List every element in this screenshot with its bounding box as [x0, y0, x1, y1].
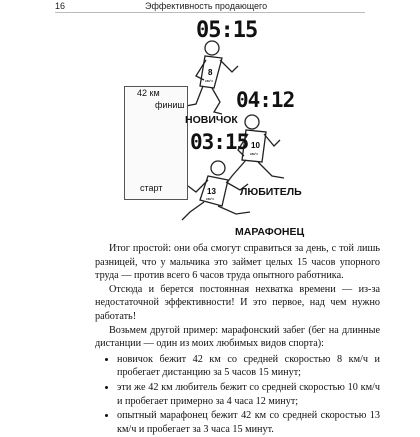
body-text — [95, 242, 380, 437]
paragraph: Отсюда и берется постоянная нехватка времени — из-за недостаточной эффективности! И это первое, над чем нужно работать! — [95, 283, 380, 322]
list-item: • новичок бежит 42 км со средней скоростью 8 км/ч и пробегает дистанцию за 5 часов 15 минут; — [117, 353, 380, 380]
bib-number-novice: 8 — [208, 68, 213, 77]
paragraph: Возьмем другой пример: марафонский забег (бег на длинные дистанции — один из моих любимых видов спорта): — [95, 324, 380, 350]
bib-number-amateur: 10 — [251, 141, 260, 150]
route-finish-label: финиш — [155, 100, 185, 110]
bullet-list — [95, 353, 380, 437]
label-novice: НОВИЧОК — [185, 114, 238, 126]
route-distance: 42 км — [137, 88, 160, 98]
paragraph: Итог простой: они оба смогут справиться за день, с той лишь разницей, что у мальчика это займет целых 15 часов упорного труда — против всего 6 часов труда опытного работника. — [95, 243, 380, 282]
clock-amateur: 04:12 — [236, 88, 295, 112]
label-marathoner: МАРАФОНЕЦ — [235, 226, 305, 238]
page-number: 16 — [55, 1, 66, 11]
running-title: Эффективность продающего — [145, 1, 268, 11]
list-item: • опытный марафонец бежит 42 км со средней скоростью 13 км/ч и пробегает за 3 часа 15 минут. — [117, 409, 380, 436]
bib-unit-novice: км/ч — [205, 78, 213, 83]
clock-novice: 05:15 — [196, 18, 258, 43]
label-amateur: ЛЮБИТЕЛЬ — [240, 186, 302, 198]
bib-unit-amateur: км/ч — [250, 151, 258, 156]
bib-number-marathoner: 13 — [207, 187, 216, 196]
route-start-label: старт — [140, 183, 163, 193]
list-item: • эти же 42 км любитель бежит со средней скоростью 10 км/ч и пробегает примерно за 4 часа 12 минут; — [117, 381, 380, 408]
clock-marathoner: 03:15 — [190, 130, 249, 154]
bib-unit-marathoner: км/ч — [206, 196, 214, 201]
